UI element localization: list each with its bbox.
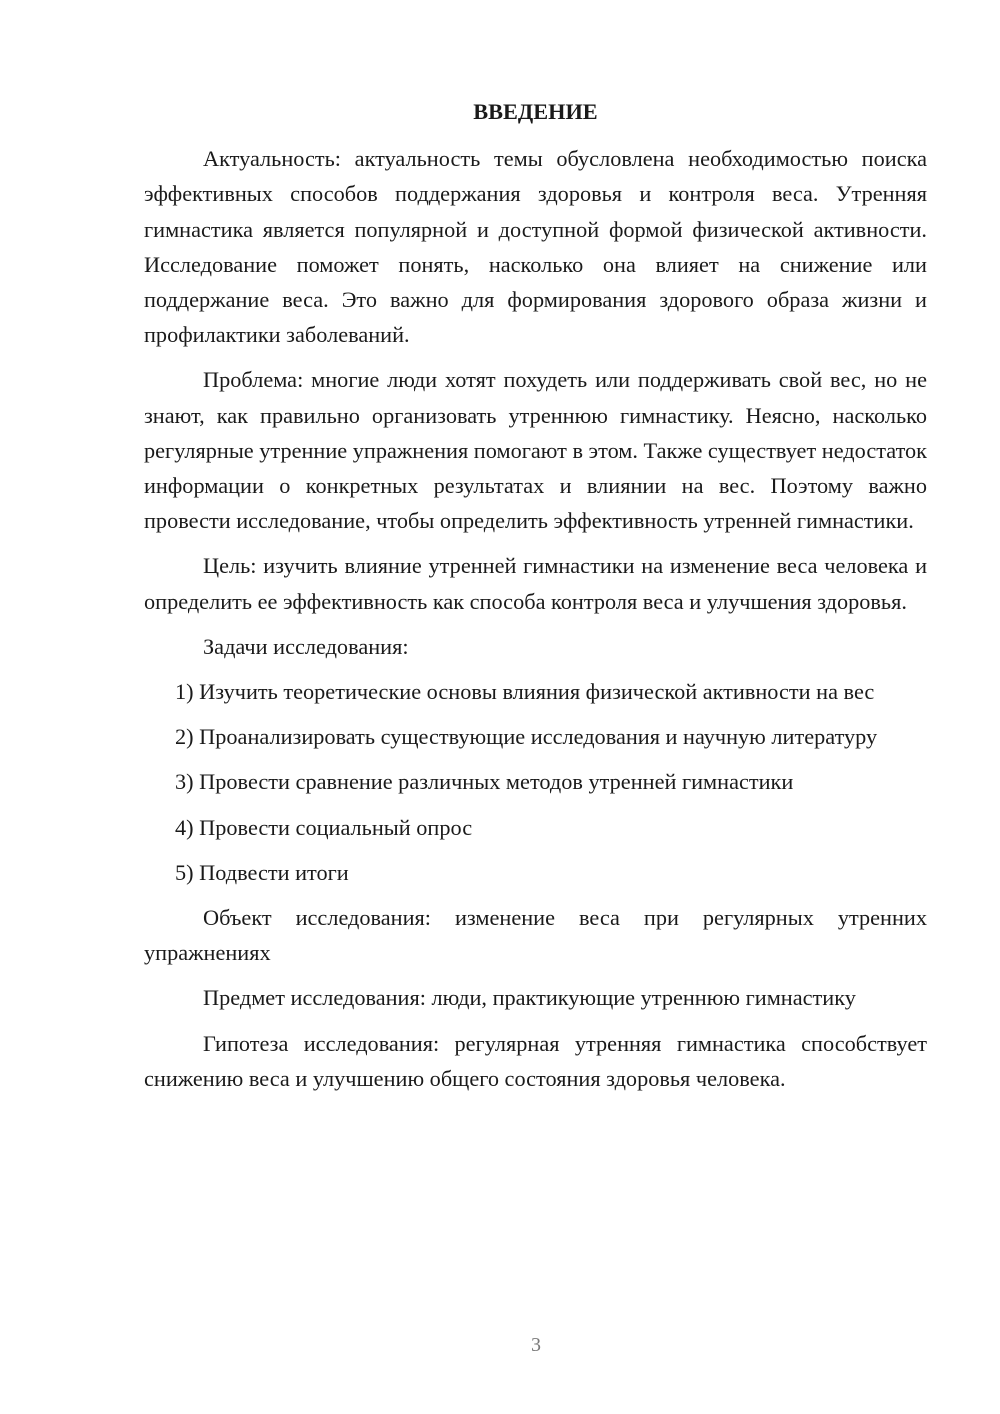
tasks-heading: Задачи исследования: [203,633,409,659]
goal-paragraph: Цель: изучить влияние утренней гимнастики на изменение веса человека и определить ее эффективность как способа контроля веса и улучшения здоровья. [144,553,927,614]
page-number: 3 [531,1334,541,1356]
task-item-5: 5) Подвести итоги [175,859,349,885]
task-item-4: 4) Провести социальный опрос [175,814,473,840]
task-item-3: 3) Провести сравнение различных методов утренней гимнастики [175,769,794,795]
hypothesis-paragraph: Гипотеза исследования: регулярная утренняя гимнастика способствует снижению веса и улучшению общего состояния здоровья человека. [144,1030,927,1091]
subject-paragraph: Предмет исследования: люди, практикующие утреннюю гимнастику [203,985,856,1011]
page-title: ВВЕДЕНИЕ [473,99,598,124]
relevance-paragraph: Актуальность: актуальность темы обусловлена необходимостью поиска эффективных способов поддержания здоровья и контроля веса. Утренняя гимнастика является популярной и доступной формой физической активности. Исследование поможет понять, насколько она влияет на снижение или поддержание веса. Это важно для формирования здорового образа жизни и профилактики заболеваний. [144,146,927,348]
object-paragraph: Объект исследования: изменение веса при регулярных утренних упражнениях [144,905,927,966]
problem-paragraph: Проблема: многие люди хотят похудеть или поддерживать свой вес, но не знают, как правильно организовать утреннюю гимнастику. Неясно, насколько регулярные утренние упражнения помогают в этом. Также существует недостаток информации о конкретных результатах и влиянии на вес. Поэтому важно провести исследование, чтобы определить эффективность утренней гимнастики. [144,367,928,534]
task-item-1: 1) Изучить теоретические основы влияния физической активности на вес [175,679,875,705]
task-item-2: 2) Проанализировать существующие исследования и научную литературу [175,724,878,750]
page-content [144,94,927,1106]
